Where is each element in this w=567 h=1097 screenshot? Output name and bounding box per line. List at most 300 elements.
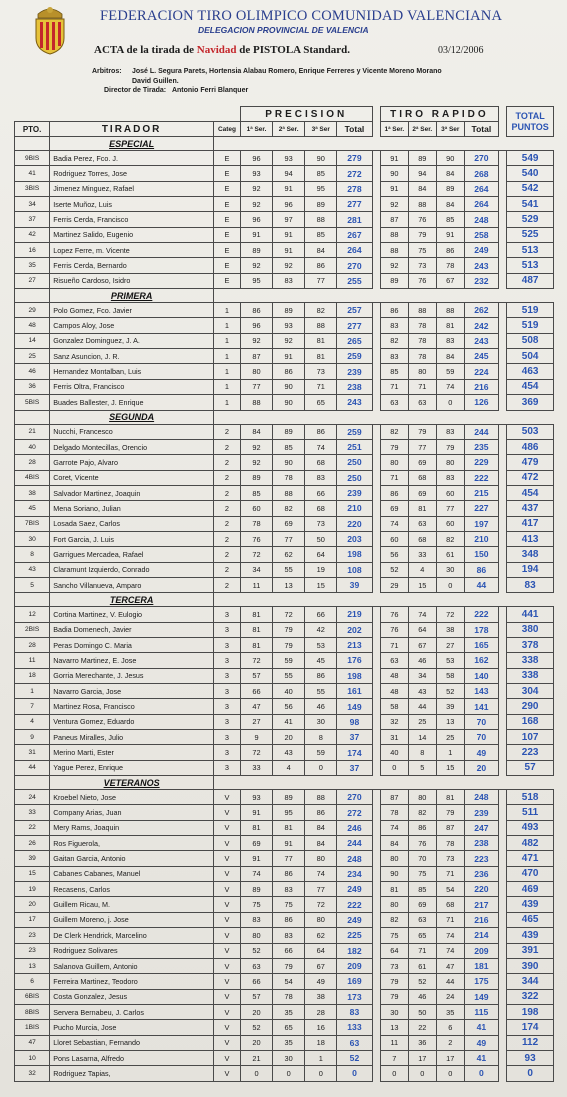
row-rap-ser3: 88 <box>436 303 464 318</box>
row-prec-total: 249 <box>337 912 372 927</box>
row-total-puntos: 338 <box>507 668 554 683</box>
row-prec-ser2: 75 <box>273 897 305 912</box>
row-pto: 12 <box>15 607 50 622</box>
results-body <box>15 137 554 1082</box>
row-rap-ser1: 48 <box>380 684 408 699</box>
row-rap-ser3: 72 <box>436 607 464 622</box>
row-total-puntos: 513 <box>507 243 554 258</box>
row-prec-ser1: 78 <box>240 516 272 531</box>
row-rap-total: 115 <box>464 1004 498 1019</box>
row-prec-total: 108 <box>337 562 372 577</box>
row-prec-total: 270 <box>337 790 372 805</box>
row-prec-ser1: 81 <box>240 637 272 652</box>
row-prec-ser2: 97 <box>273 212 305 227</box>
row-prec-ser3: 80 <box>305 912 337 927</box>
row-rap-ser3: 73 <box>436 851 464 866</box>
row-tirador: Ferreira Martinez, Teodoro <box>50 974 214 989</box>
row-rap-ser2: 17 <box>408 1050 436 1065</box>
row-pto: 29 <box>15 303 50 318</box>
row-rap-ser1: 32 <box>380 714 408 729</box>
row-rap-ser3: 86 <box>436 243 464 258</box>
precision-ser2-header: 2ª Ser. <box>273 122 305 137</box>
row-tirador: Claramunt Izquierdo, Conrado <box>50 562 214 577</box>
row-rap-ser1: 85 <box>380 364 408 379</box>
table-row <box>15 699 554 714</box>
row-tirador: Martinez Rosa, Francisco <box>50 699 214 714</box>
row-categ: V <box>213 836 240 851</box>
row-prec-total: 220 <box>337 516 372 531</box>
row-tirador: Badia Domenech, Javier <box>50 622 214 637</box>
row-rap-ser3: 1 <box>436 745 464 760</box>
row-prec-ser1: 96 <box>240 151 272 166</box>
row-rap-ser3: 39 <box>436 699 464 714</box>
category-row <box>15 776 554 790</box>
row-total-puntos: 194 <box>507 562 554 577</box>
row-prec-ser3: 66 <box>305 607 337 622</box>
table-row <box>15 439 554 454</box>
row-rap-ser3: 68 <box>436 897 464 912</box>
row-pto: 5BIS <box>15 395 50 410</box>
row-pto: 6 <box>15 974 50 989</box>
row-prec-ser2: 81 <box>273 820 305 835</box>
row-prec-ser1: 80 <box>240 928 272 943</box>
row-prec-ser1: 33 <box>240 760 272 775</box>
row-prec-ser2: 83 <box>273 273 305 288</box>
row-rap-ser2: 94 <box>408 166 436 181</box>
row-rap-ser3: 80 <box>436 455 464 470</box>
row-categ: 1 <box>213 318 240 333</box>
row-tirador: Ferris Cerda, Bernardo <box>50 258 214 273</box>
row-rap-total: 268 <box>464 166 498 181</box>
row-rap-ser3: 71 <box>436 866 464 881</box>
row-prec-ser2: 94 <box>273 166 305 181</box>
row-prec-ser3: 71 <box>305 379 337 394</box>
row-prec-ser3: 95 <box>305 181 337 196</box>
row-prec-ser3: 68 <box>305 501 337 516</box>
row-categ: 2 <box>213 531 240 546</box>
table-row <box>15 622 554 637</box>
coat-of-arms-icon <box>30 2 70 56</box>
row-prec-total: 239 <box>337 485 372 500</box>
row-categ: 1 <box>213 364 240 379</box>
row-categ: 3 <box>213 745 240 760</box>
row-categ: V <box>213 897 240 912</box>
table-row <box>15 318 554 333</box>
row-prec-total: 248 <box>337 851 372 866</box>
row-prec-total: 255 <box>337 273 372 288</box>
row-total-puntos: 549 <box>507 151 554 166</box>
row-prec-ser3: 46 <box>305 699 337 714</box>
table-row <box>15 243 554 258</box>
row-prec-ser2: 92 <box>273 258 305 273</box>
table-row <box>15 668 554 683</box>
row-rap-total: 229 <box>464 455 498 470</box>
row-rap-ser2: 52 <box>408 974 436 989</box>
row-pto: 22 <box>15 820 50 835</box>
row-pto: 3BIS <box>15 181 50 196</box>
row-rap-ser3: 30 <box>436 562 464 577</box>
row-rap-ser2: 36 <box>408 1035 436 1050</box>
row-categ: 3 <box>213 653 240 668</box>
row-rap-ser3: 61 <box>436 547 464 562</box>
row-total-puntos: 454 <box>507 379 554 394</box>
row-tirador: Garrigues Mercadea, Rafael <box>50 547 214 562</box>
row-prec-ser1: 76 <box>240 531 272 546</box>
row-pto: 36 <box>15 379 50 394</box>
row-rap-ser2: 77 <box>408 439 436 454</box>
row-categ: 3 <box>213 607 240 622</box>
row-prec-total: 37 <box>337 730 372 745</box>
row-pto: 5 <box>15 577 50 592</box>
row-categ: 3 <box>213 637 240 652</box>
row-prec-ser2: 41 <box>273 714 305 729</box>
row-categ: E <box>213 227 240 242</box>
row-prec-total: 272 <box>337 166 372 181</box>
row-rap-total: 162 <box>464 653 498 668</box>
row-prec-ser1: 92 <box>240 258 272 273</box>
row-rap-ser2: 81 <box>408 501 436 516</box>
row-prec-ser2: 66 <box>273 943 305 958</box>
row-rap-ser3: 77 <box>436 501 464 516</box>
row-prec-total: 259 <box>337 349 372 364</box>
row-rap-ser1: 7 <box>380 1050 408 1065</box>
row-pto: 31 <box>15 745 50 760</box>
row-pto: 43 <box>15 562 50 577</box>
row-tirador: Cortina Martinez, V. Eulogio <box>50 607 214 622</box>
row-prec-total: 169 <box>337 974 372 989</box>
row-pto: 6BIS <box>15 989 50 1004</box>
table-row <box>15 547 554 562</box>
row-prec-total: 52 <box>337 1050 372 1065</box>
row-prec-total: 198 <box>337 668 372 683</box>
row-prec-ser1: 20 <box>240 1035 272 1050</box>
row-total-puntos: 465 <box>507 912 554 927</box>
row-prec-ser1: 75 <box>240 897 272 912</box>
row-rap-total: 126 <box>464 395 498 410</box>
row-prec-ser1: 95 <box>240 273 272 288</box>
row-categ: E <box>213 258 240 273</box>
table-row <box>15 714 554 729</box>
row-prec-ser3: 84 <box>305 836 337 851</box>
row-categ: V <box>213 958 240 973</box>
row-categ: 3 <box>213 668 240 683</box>
table-row <box>15 151 554 166</box>
row-rap-ser1: 73 <box>380 958 408 973</box>
row-rap-ser2: 76 <box>408 273 436 288</box>
row-rap-total: 41 <box>464 1050 498 1065</box>
table-row <box>15 1035 554 1050</box>
category-row <box>15 137 554 151</box>
row-prec-ser2: 91 <box>273 181 305 196</box>
row-prec-ser1: 72 <box>240 653 272 668</box>
table-row <box>15 577 554 592</box>
row-rap-ser2: 86 <box>408 820 436 835</box>
row-rap-ser2: 14 <box>408 730 436 745</box>
row-prec-total: 277 <box>337 197 372 212</box>
row-categ: V <box>213 882 240 897</box>
row-rap-total: 223 <box>464 851 498 866</box>
row-rap-ser2: 88 <box>408 197 436 212</box>
row-categ: V <box>213 851 240 866</box>
row-prec-total: 239 <box>337 364 372 379</box>
row-rap-ser1: 63 <box>380 653 408 668</box>
row-rap-total: 243 <box>464 333 498 348</box>
row-rap-total: 214 <box>464 928 498 943</box>
row-prec-ser2: 43 <box>273 745 305 760</box>
row-rap-ser1: 79 <box>380 974 408 989</box>
row-pto: 34 <box>15 197 50 212</box>
row-pto: 44 <box>15 760 50 775</box>
row-prec-ser2: 59 <box>273 653 305 668</box>
row-pto: 42 <box>15 227 50 242</box>
table-row <box>15 958 554 973</box>
director-label: Director de Tirada: <box>104 87 167 94</box>
row-pto: 4 <box>15 714 50 729</box>
row-prec-total: 277 <box>337 318 372 333</box>
row-total-puntos: 470 <box>507 866 554 881</box>
row-prec-ser2: 86 <box>273 912 305 927</box>
row-prec-ser3: 38 <box>305 989 337 1004</box>
row-rap-ser2: 78 <box>408 333 436 348</box>
row-prec-ser2: 82 <box>273 501 305 516</box>
table-row <box>15 866 554 881</box>
row-tirador: Lopez Ferre, m. Vicente <box>50 243 214 258</box>
row-rap-ser3: 84 <box>436 197 464 212</box>
row-rap-ser1: 89 <box>380 273 408 288</box>
total-puntos-line1: TOTAL <box>515 110 545 121</box>
row-tirador: Buades Ballester, J. Enrique <box>50 395 214 410</box>
row-categ: 1 <box>213 395 240 410</box>
row-prec-ser3: 81 <box>305 349 337 364</box>
row-prec-total: 161 <box>337 684 372 699</box>
row-rap-total: 41 <box>464 1020 498 1035</box>
row-categ: V <box>213 1050 240 1065</box>
row-prec-ser2: 55 <box>273 562 305 577</box>
row-prec-ser1: 93 <box>240 790 272 805</box>
row-prec-ser2: 79 <box>273 637 305 652</box>
row-rap-ser3: 81 <box>436 318 464 333</box>
row-tirador: Gorria Merechante, J. Jesus <box>50 668 214 683</box>
row-categ: 3 <box>213 730 240 745</box>
table-row <box>15 989 554 1004</box>
acta-suffix: de PISTOLA Standard. <box>239 44 351 56</box>
row-prec-ser1: 27 <box>240 714 272 729</box>
row-prec-ser1: 69 <box>240 836 272 851</box>
row-rap-ser2: 79 <box>408 227 436 242</box>
row-prec-ser1: 57 <box>240 668 272 683</box>
row-rap-total: 270 <box>464 151 498 166</box>
row-categ: V <box>213 1035 240 1050</box>
row-prec-ser1: 92 <box>240 455 272 470</box>
row-pto: 19 <box>15 882 50 897</box>
row-prec-total: 0 <box>337 1066 372 1081</box>
row-rap-ser1: 92 <box>380 258 408 273</box>
row-rap-ser1: 71 <box>380 470 408 485</box>
row-pto: 37 <box>15 212 50 227</box>
row-categ: E <box>213 273 240 288</box>
row-rap-ser2: 75 <box>408 866 436 881</box>
row-rap-ser3: 79 <box>436 805 464 820</box>
row-rap-ser3: 0 <box>436 577 464 592</box>
row-rap-ser3: 71 <box>436 912 464 927</box>
row-total-puntos: 322 <box>507 989 554 1004</box>
row-rap-total: 181 <box>464 958 498 973</box>
category-name: TERCERA <box>50 593 214 607</box>
row-total-puntos: 482 <box>507 836 554 851</box>
acta-event: Navidad <box>196 44 237 56</box>
row-tirador: Martinez Salido, Eugenio <box>50 227 214 242</box>
row-tirador: Navarro Martinez, E. Jose <box>50 653 214 668</box>
row-rap-ser1: 76 <box>380 622 408 637</box>
row-prec-ser3: 65 <box>305 395 337 410</box>
row-total-puntos: 479 <box>507 455 554 470</box>
row-rap-ser2: 64 <box>408 622 436 637</box>
table-row <box>15 851 554 866</box>
row-prec-ser1: 52 <box>240 1020 272 1035</box>
row-categ: 2 <box>213 424 240 439</box>
row-rap-ser1: 87 <box>380 212 408 227</box>
row-pto: 28 <box>15 455 50 470</box>
column-header-row <box>15 122 554 137</box>
row-rap-ser1: 52 <box>380 562 408 577</box>
row-categ: 2 <box>213 470 240 485</box>
row-rap-ser1: 81 <box>380 882 408 897</box>
row-prec-total: 249 <box>337 882 372 897</box>
row-prec-ser1: 88 <box>240 395 272 410</box>
row-total-puntos: 472 <box>507 470 554 485</box>
row-rap-ser1: 63 <box>380 395 408 410</box>
row-prec-ser2: 69 <box>273 516 305 531</box>
row-total-puntos: 437 <box>507 501 554 516</box>
row-rap-ser1: 76 <box>380 607 408 622</box>
row-prec-total: 203 <box>337 531 372 546</box>
row-prec-ser1: 92 <box>240 333 272 348</box>
row-rap-ser3: 59 <box>436 364 464 379</box>
row-prec-ser3: 73 <box>305 364 337 379</box>
table-row <box>15 395 554 410</box>
row-prec-total: 133 <box>337 1020 372 1035</box>
row-total-puntos: 344 <box>507 974 554 989</box>
results-table <box>14 106 554 1082</box>
row-prec-ser3: 84 <box>305 243 337 258</box>
row-rap-total: 243 <box>464 258 498 273</box>
row-tirador: Costa Gonzalez, Jesus <box>50 989 214 1004</box>
row-prec-total: 251 <box>337 439 372 454</box>
row-categ: V <box>213 989 240 1004</box>
row-rap-ser1: 90 <box>380 166 408 181</box>
row-rap-ser1: 40 <box>380 745 408 760</box>
row-rap-ser2: 71 <box>408 943 436 958</box>
row-rap-ser1: 56 <box>380 547 408 562</box>
arbitros-names: José L. Segura Parets, Hortensia Alabau Romero, Enrique Ferreres y Vicente Moreno Morano <box>132 68 442 75</box>
row-rap-ser1: 71 <box>380 379 408 394</box>
row-rap-ser2: 67 <box>408 637 436 652</box>
row-total-puntos: 348 <box>507 547 554 562</box>
row-prec-ser1: 89 <box>240 470 272 485</box>
row-prec-ser3: 8 <box>305 730 337 745</box>
row-prec-ser1: 96 <box>240 318 272 333</box>
table-row <box>15 760 554 775</box>
delegation-subtitle: DELEGACION PROVINCIAL DE VALENCIA <box>198 25 369 35</box>
row-prec-ser1: 91 <box>240 805 272 820</box>
row-rap-ser1: 92 <box>380 197 408 212</box>
row-rap-ser2: 88 <box>408 303 436 318</box>
row-total-puntos: 454 <box>507 485 554 500</box>
row-categ: V <box>213 974 240 989</box>
row-prec-ser2: 86 <box>273 364 305 379</box>
row-rap-ser2: 76 <box>408 836 436 851</box>
row-rap-ser3: 27 <box>436 637 464 652</box>
row-prec-ser2: 96 <box>273 197 305 212</box>
row-prec-ser2: 89 <box>273 424 305 439</box>
row-categ: 2 <box>213 455 240 470</box>
row-prec-total: 198 <box>337 547 372 562</box>
row-rap-ser3: 13 <box>436 714 464 729</box>
row-pto: 24 <box>15 790 50 805</box>
tiro-rapido-header: TIRO RAPIDO <box>380 107 498 122</box>
row-tirador: Recasens, Carlos <box>50 882 214 897</box>
row-total-puntos: 513 <box>507 258 554 273</box>
row-prec-ser3: 66 <box>305 485 337 500</box>
table-row <box>15 424 554 439</box>
row-total-puntos: 441 <box>507 607 554 622</box>
row-prec-total: 39 <box>337 577 372 592</box>
row-prec-ser1: 86 <box>240 303 272 318</box>
row-prec-ser2: 83 <box>273 928 305 943</box>
row-rap-ser1: 82 <box>380 333 408 348</box>
row-prec-ser3: 84 <box>305 820 337 835</box>
category-name: SEGUNDA <box>50 410 214 424</box>
table-row <box>15 333 554 348</box>
row-prec-ser1: 91 <box>240 851 272 866</box>
row-prec-ser3: 68 <box>305 455 337 470</box>
row-pto: 11 <box>15 653 50 668</box>
table-row <box>15 364 554 379</box>
row-total-puntos: 463 <box>507 364 554 379</box>
table-row <box>15 1020 554 1035</box>
row-prec-ser2: 13 <box>273 577 305 592</box>
category-row <box>15 593 554 607</box>
row-rap-ser2: 80 <box>408 790 436 805</box>
row-prec-ser2: 85 <box>273 439 305 454</box>
table-row <box>15 470 554 485</box>
row-prec-ser3: 55 <box>305 684 337 699</box>
row-total-puntos: 369 <box>507 395 554 410</box>
row-prec-ser2: 77 <box>273 531 305 546</box>
row-prec-ser3: 90 <box>305 151 337 166</box>
row-rap-ser2: 63 <box>408 912 436 927</box>
row-pto: 30 <box>15 531 50 546</box>
row-rap-ser1: 82 <box>380 912 408 927</box>
row-rap-total: 70 <box>464 714 498 729</box>
row-pto: 38 <box>15 485 50 500</box>
row-rap-total: 216 <box>464 912 498 927</box>
row-prec-ser3: 86 <box>305 424 337 439</box>
row-prec-total: 243 <box>337 395 372 410</box>
total-puntos-header <box>507 107 554 137</box>
row-rap-ser2: 65 <box>408 928 436 943</box>
row-pto: 20 <box>15 897 50 912</box>
row-rap-ser2: 43 <box>408 684 436 699</box>
row-rap-ser1: 90 <box>380 866 408 881</box>
row-categ: 3 <box>213 684 240 699</box>
table-row <box>15 637 554 652</box>
row-rap-ser3: 78 <box>436 836 464 851</box>
row-rap-total: 258 <box>464 227 498 242</box>
row-rap-ser1: 80 <box>380 897 408 912</box>
row-prec-ser2: 55 <box>273 668 305 683</box>
table-row <box>15 485 554 500</box>
